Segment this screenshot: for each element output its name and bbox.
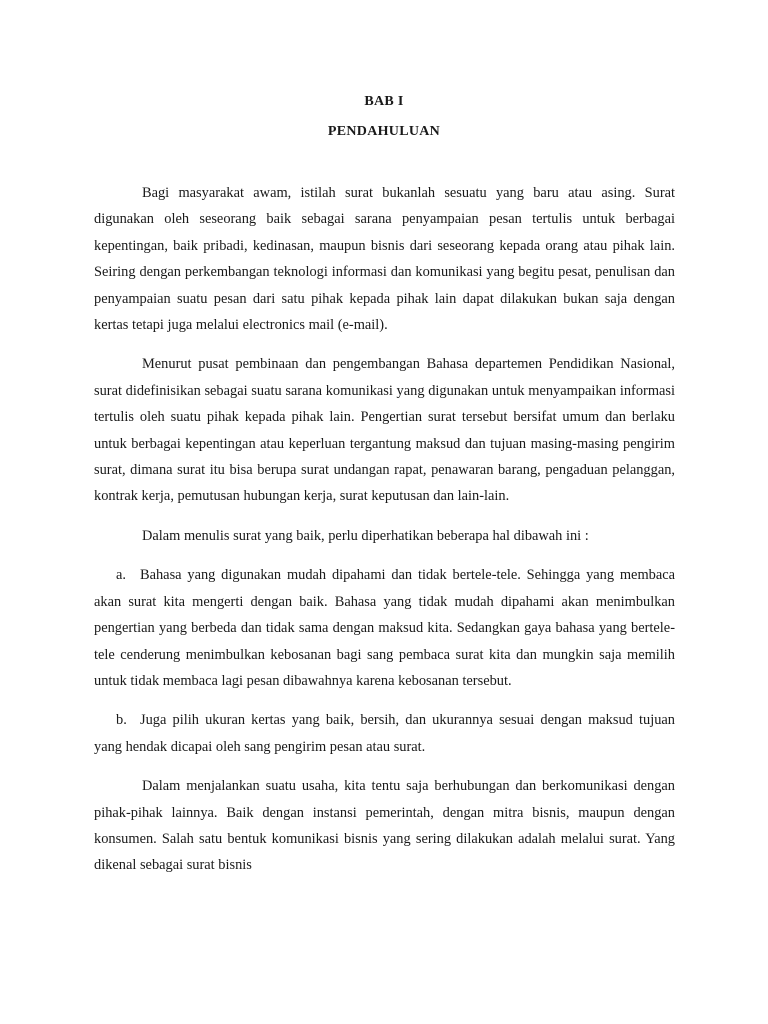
body-text — [94, 180, 675, 892]
chapter-number: BAB I — [364, 94, 404, 109]
list-item-b-text: Juga pilih ukuran kertas yang baik, bersih, dan ukurannya sesuai dengan maksud tujuan yang hendak dicapai oleh sang pengirim pesan atau surat. — [94, 712, 675, 755]
paragraph-list-intro: Dalam menulis surat yang baik, perlu diperhatikan beberapa hal dibawah ini : — [142, 527, 589, 544]
list-item-a-text: Bahasa yang digunakan mudah dipahami dan tidak bertele-tele. Sehingga yang membaca akan surat kita mengerti dengan baik. Bahasa yang tidak mudah dipahami akan menimbulkan pengertian yang berbeda dan tidak sama dengan maksud kita. Sedangkan gaya bahasa yang bertele-tele cenderung menimbulkan kebosanan bagi sang pembaca surat kita dan mungkin saja memilih untuk tidak membaca lagi pesan dibawahnya karena kebosanan tersebut. — [94, 567, 675, 689]
list-marker-b: b. — [116, 712, 127, 729]
chapter-title: PENDAHULUAN — [327, 124, 441, 139]
paragraph-intro: Bagi masyarakat awam, istilah surat bukanlah sesuatu yang baru atau asing. Surat digunakan oleh seseorang baik sebagai sarana penyampaian pesan tertulis untuk berbagai kepentingan, baik pribadi, kedinasan, maupun bisnis dari seseorang kepada orang atau pihak lain. Seiring dengan perkembangan teknologi informasi dan komunikasi yang begitu pesat, penulisan dan penyampaian suatu pesan dari satu pihak kepada pihak lain dapat dilakukan bukan saja dengan kertas tetapi juga melalui electronics mail (e-mail). — [94, 185, 675, 334]
list-item-b — [94, 707, 675, 760]
list-item-a — [94, 562, 675, 694]
list-marker-a: a. — [116, 567, 126, 584]
paragraph-definition: Menurut pusat pembinaan dan pengembangan Bahasa departemen Pendidikan Nasional, surat didefinisikan sebagai suatu sarana komunikasi yang digunakan untuk menyampaikan informasi tertulis oleh suatu pihak kepada pihak lain. Pengertian surat tersebut bersifat umum dan berlaku untuk berbagai kepentingan atau keperluan tergantung maksud dan tujuan masing-masing pengirim surat, dimana surat itu bisa berupa surat undangan rapat, penawaran barang, pengaduan pelanggan, kontrak kerja, pemutusan hubungan kerja, surat keputusan dan lain-lain. — [94, 356, 675, 505]
paragraph-closing: Dalam menjalankan suatu usaha, kita tentu saja berhubungan dan berkomunikasi dengan pihak-pihak lainnya. Baik dengan instansi pemerintah, dengan mitra bisnis, maupun dengan konsumen. Salah satu bentuk komunikasi bisnis yang sering dilakukan adalah melalui surat. Yang dikenal sebagai surat bisnis — [94, 778, 675, 874]
